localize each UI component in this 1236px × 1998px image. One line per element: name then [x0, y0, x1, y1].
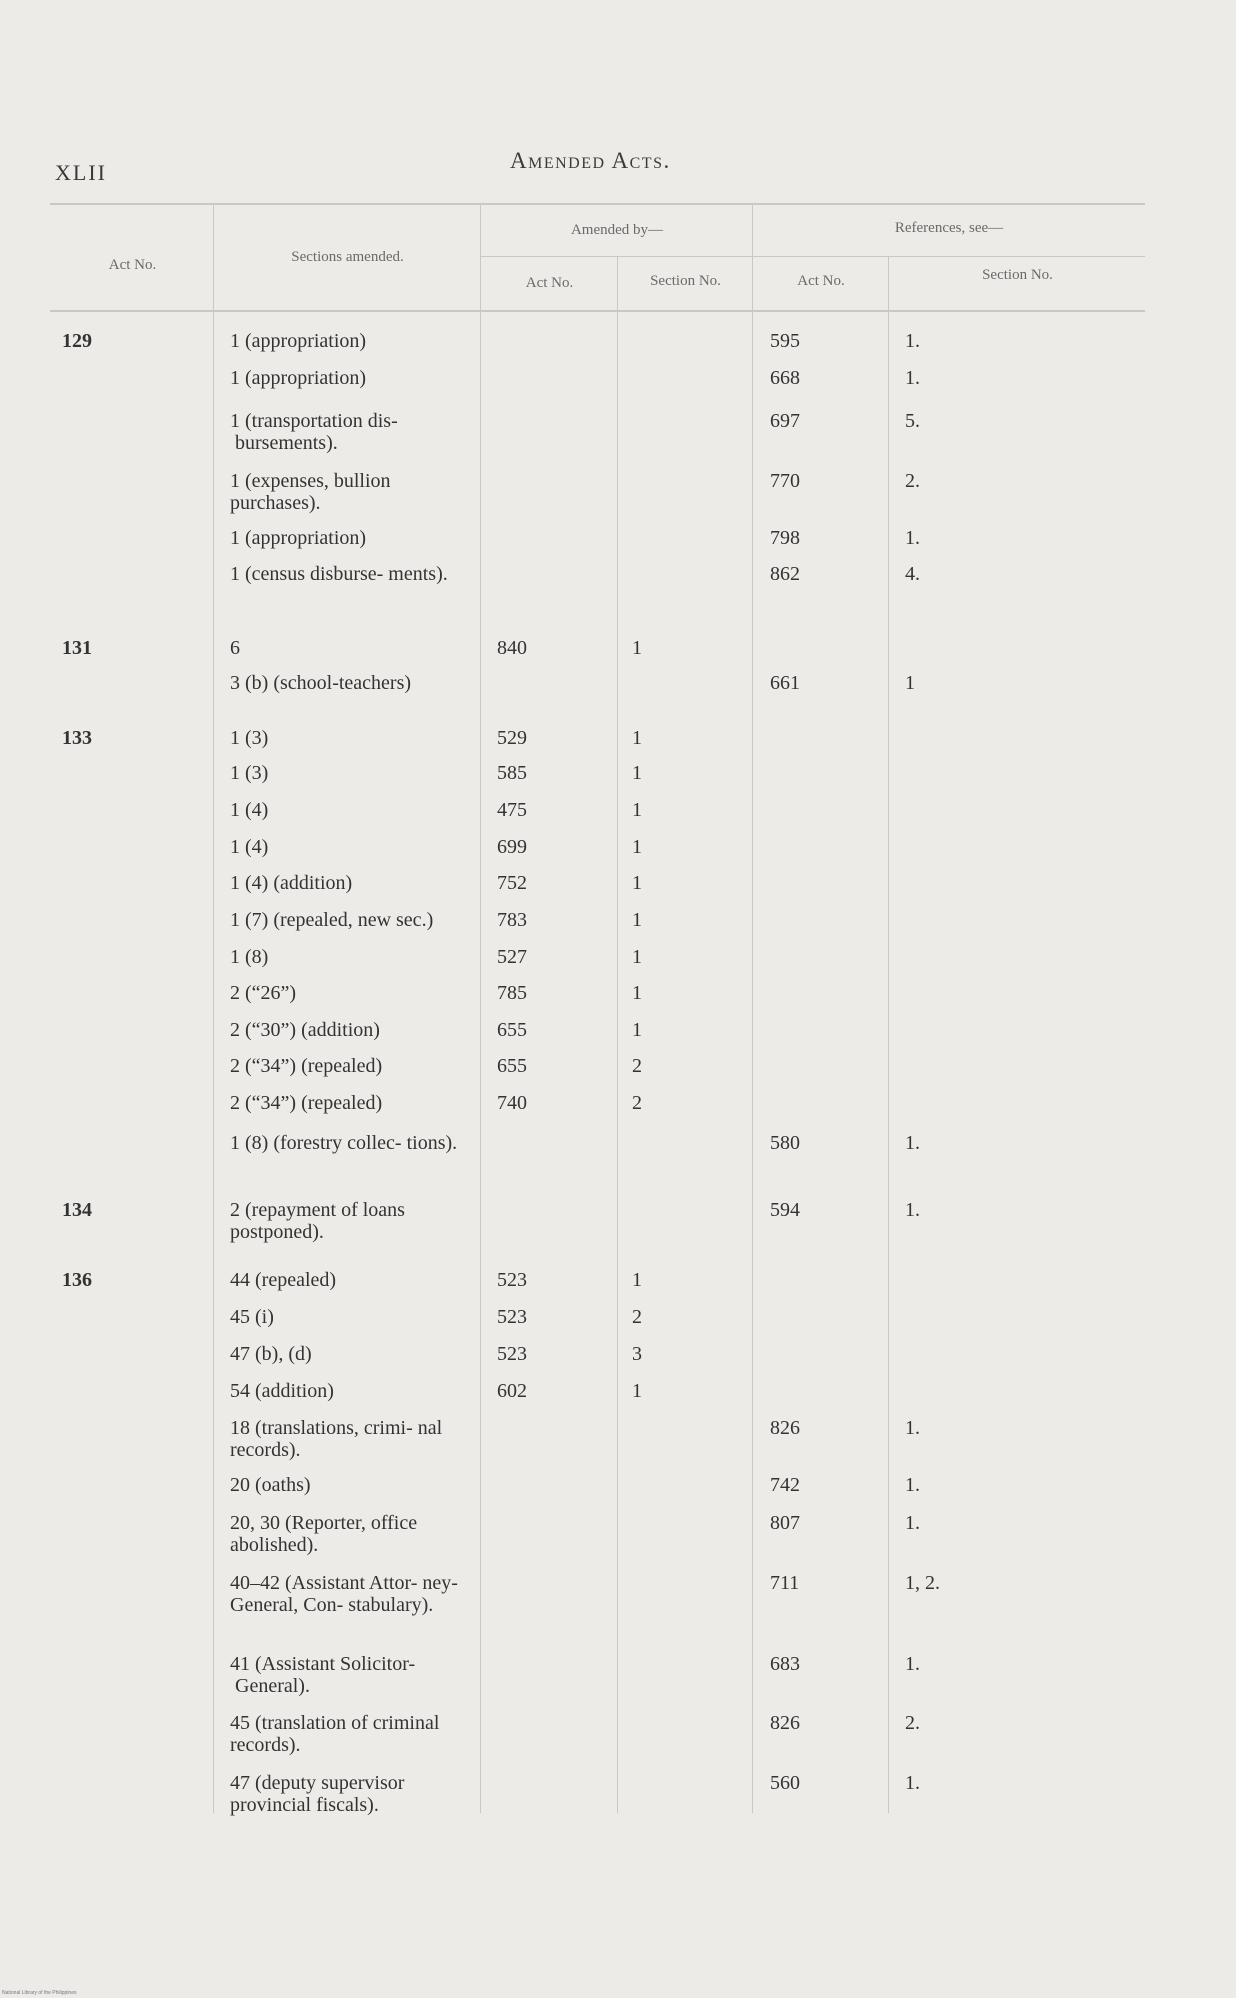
- reference-act-no: 770: [770, 470, 800, 492]
- act-number: 131: [62, 637, 92, 659]
- section-amended: 2 (repayment of loans postponed).: [230, 1199, 405, 1243]
- section-amended: 18 (translations, crimi- nal records).: [230, 1417, 443, 1461]
- reference-section-no: 1.: [905, 1653, 920, 1675]
- section-amended: 1 (appropriation): [230, 367, 367, 389]
- amended-act-no: 783: [497, 909, 527, 931]
- header-amended-by: Amended by—: [570, 222, 664, 238]
- amended-act-no: 529: [497, 727, 527, 749]
- act-number: 129: [62, 330, 92, 352]
- section-amended: 44 (repealed): [230, 1269, 337, 1291]
- section-amended: 1 (4) (addition): [230, 872, 353, 894]
- section-amended: 20 (oaths): [230, 1474, 311, 1496]
- section-amended: 2 (“30”) (addition): [230, 1019, 380, 1041]
- reference-section-no: 1.: [905, 1132, 920, 1154]
- reference-act-no: 683: [770, 1653, 800, 1675]
- act-number: 133: [62, 727, 92, 749]
- header-sections-amended: Sections amended.: [291, 249, 404, 265]
- amended-act-no: 585: [497, 762, 527, 784]
- reference-section-no: 1.: [905, 527, 920, 549]
- reference-section-no: 1: [905, 672, 915, 694]
- header-ref-section-no: Section No.: [982, 267, 1053, 283]
- amended-section-no: 2: [632, 1055, 642, 1077]
- reference-act-no: 697: [770, 410, 800, 432]
- reference-section-no: 1.: [905, 1417, 920, 1439]
- reference-section-no: 2.: [905, 470, 920, 492]
- amended-section-no: 1: [632, 836, 642, 858]
- page-title: Amended Acts.: [510, 148, 671, 173]
- amended-section-no: 1: [632, 727, 642, 749]
- header-mid-rule: [480, 256, 1145, 257]
- section-amended: 1 (8): [230, 946, 269, 968]
- amended-act-no: 523: [497, 1269, 527, 1291]
- amended-section-no: 3: [632, 1343, 642, 1365]
- reference-section-no: 1.: [905, 1199, 920, 1221]
- amended-act-no: 699: [497, 836, 527, 858]
- reference-section-no: 1.: [905, 1512, 920, 1534]
- reference-section-no: 4.: [905, 563, 920, 585]
- header-top-rule: [50, 203, 1145, 205]
- reference-act-no: 798: [770, 527, 800, 549]
- section-amended: 2 (“26”): [230, 982, 297, 1004]
- section-amended: 1 (appropriation): [230, 330, 367, 352]
- reference-act-no: 661: [770, 672, 800, 694]
- section-amended: 1 (3): [230, 727, 269, 749]
- amended-section-no: 2: [632, 1092, 642, 1114]
- amended-section-no: 1: [632, 762, 642, 784]
- section-amended: 2 (“34”) (repealed): [230, 1092, 383, 1114]
- header-amended-act-no: Act No.: [525, 275, 574, 291]
- amended-act-no: 523: [497, 1306, 527, 1328]
- header-references: References, see—: [894, 220, 1004, 236]
- amended-section-no: 2: [632, 1306, 642, 1328]
- header-ref-act-no: Act No.: [797, 273, 845, 289]
- reference-section-no: 1.: [905, 330, 920, 352]
- section-amended: 54 (addition): [230, 1380, 334, 1402]
- section-amended: 1 (transportation dis- bursements).: [230, 410, 398, 454]
- reference-act-no: 668: [770, 367, 800, 389]
- amended-act-no: 602: [497, 1380, 527, 1402]
- reference-act-no: 595: [770, 330, 800, 352]
- amended-section-no: 1: [632, 637, 642, 659]
- amended-section-no: 1: [632, 872, 642, 894]
- reference-act-no: 826: [770, 1712, 800, 1734]
- act-number: 136: [62, 1269, 92, 1291]
- col-rule-1: [213, 203, 214, 1813]
- reference-act-no: 807: [770, 1512, 800, 1534]
- section-amended: 1 (appropriation): [230, 527, 367, 549]
- col-rule-2: [480, 203, 481, 1813]
- reference-act-no: 594: [770, 1199, 800, 1221]
- reference-section-no: 2.: [905, 1712, 920, 1734]
- reference-act-no: 560: [770, 1772, 800, 1794]
- section-amended: 45 (i): [230, 1306, 274, 1328]
- section-amended: 45 (translation of criminal records).: [230, 1712, 440, 1756]
- amended-section-no: 1: [632, 1380, 642, 1402]
- section-amended: 1 (3): [230, 762, 269, 784]
- reference-section-no: 1.: [905, 367, 920, 389]
- amended-section-no: 1: [632, 1269, 642, 1291]
- section-amended: 1 (expenses, bullion purchases).: [230, 470, 391, 514]
- section-amended: 1 (4): [230, 799, 269, 821]
- amended-act-no: 752: [497, 872, 527, 894]
- section-amended: 1 (4): [230, 836, 269, 858]
- page-number: XLII: [55, 160, 107, 185]
- amended-section-no: 1: [632, 1019, 642, 1041]
- amended-act-no: 475: [497, 799, 527, 821]
- amended-section-no: 1: [632, 799, 642, 821]
- footer-credit: National Library of the Philippines: [2, 1990, 77, 1996]
- section-amended: 1 (8) (forestry collec- tions).: [230, 1132, 458, 1154]
- reference-section-no: 1.: [905, 1772, 920, 1794]
- reference-section-no: 1, 2.: [905, 1572, 940, 1594]
- section-amended: 6: [230, 637, 240, 659]
- reference-section-no: 1.: [905, 1474, 920, 1496]
- amended-section-no: 1: [632, 982, 642, 1004]
- amended-act-no: 527: [497, 946, 527, 968]
- header-amended-section-no: Section No.: [650, 273, 721, 289]
- section-amended: 40–42 (Assistant Attor- ney-General, Con- stabulary).: [230, 1572, 458, 1616]
- section-amended: 3 (b) (school-teachers): [230, 672, 412, 694]
- col-rule-5: [888, 256, 889, 1813]
- reference-act-no: 862: [770, 563, 800, 585]
- act-number: 134: [62, 1199, 92, 1221]
- amended-act-no: 740: [497, 1092, 527, 1114]
- amended-act-no: 655: [497, 1019, 527, 1041]
- amended-act-no: 523: [497, 1343, 527, 1365]
- reference-act-no: 580: [770, 1132, 800, 1154]
- section-amended: 47 (deputy supervisor provincial fiscals).: [230, 1772, 405, 1816]
- amended-act-no: 785: [497, 982, 527, 1004]
- amended-act-no: 840: [497, 637, 527, 659]
- col-rule-3: [617, 256, 618, 1813]
- header-bottom-rule: [50, 310, 1145, 312]
- amended-section-no: 1: [632, 946, 642, 968]
- reference-act-no: 711: [770, 1572, 800, 1594]
- reference-section-no: 5.: [905, 410, 920, 432]
- header-act-no: Act No.: [108, 257, 157, 273]
- amended-section-no: 1: [632, 909, 642, 931]
- section-amended: 1 (census disburse- ments).: [230, 563, 448, 585]
- section-amended: 47 (b), (d): [230, 1343, 312, 1365]
- section-amended: 1 (7) (repealed, new sec.): [230, 909, 434, 931]
- section-amended: 41 (Assistant Solicitor- General).: [230, 1653, 416, 1697]
- section-amended: 20, 30 (Reporter, office abolished).: [230, 1512, 418, 1556]
- section-amended: 2 (“34”) (repealed): [230, 1055, 383, 1077]
- col-rule-4: [752, 203, 753, 1813]
- reference-act-no: 826: [770, 1417, 800, 1439]
- amended-act-no: 655: [497, 1055, 527, 1077]
- reference-act-no: 742: [770, 1474, 800, 1496]
